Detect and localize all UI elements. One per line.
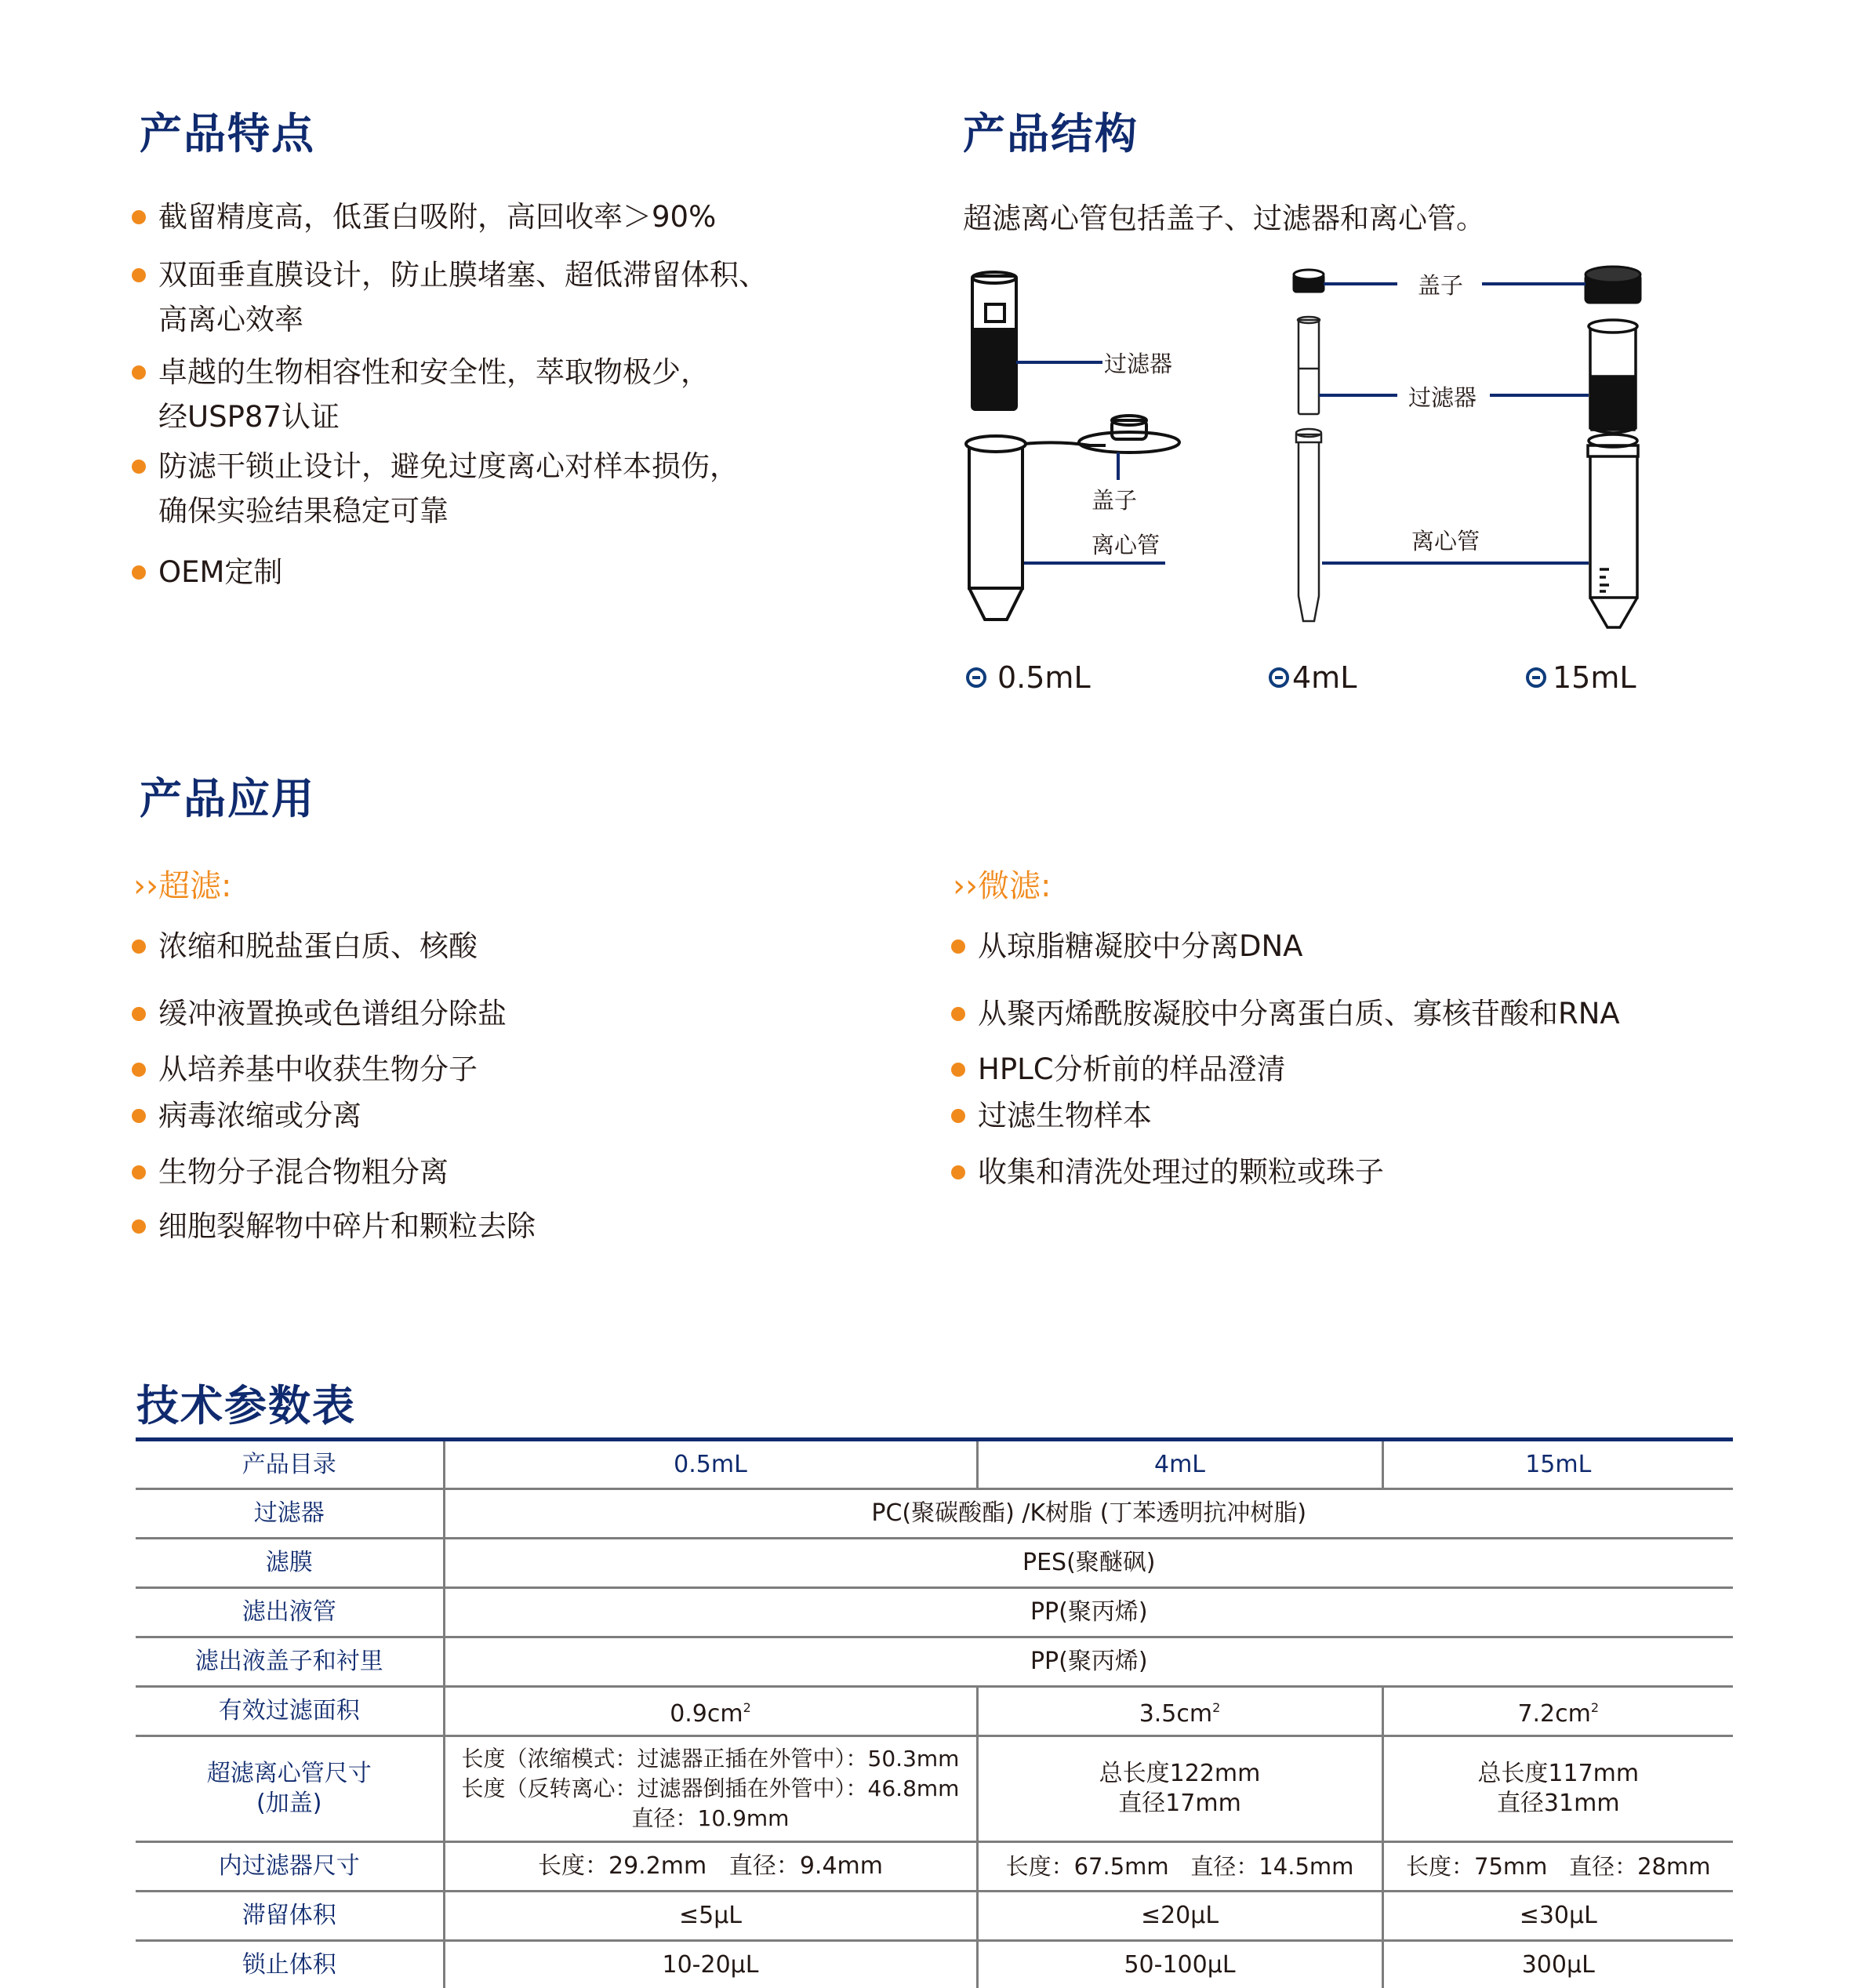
filter-4ml-icon xyxy=(1298,317,1320,414)
volume-4ml: 4mL xyxy=(1269,660,1357,695)
filter-05-icon xyxy=(972,272,1016,409)
header-col-05ml: 0.5mL xyxy=(444,1440,977,1489)
volume-05ml: 0.5mL xyxy=(966,660,1091,695)
row-label: 内过滤器尺寸 xyxy=(136,1842,444,1892)
microfiltration-heading: ››微滤: xyxy=(953,868,1052,904)
header-col-4ml: 4mL xyxy=(977,1440,1382,1489)
tube-05-icon xyxy=(966,416,1179,620)
table-header-row xyxy=(136,1440,1733,1489)
spec-table-title: 技术参数表 xyxy=(136,1381,356,1430)
row-value: ≤30μL xyxy=(1382,1892,1733,1941)
table-row xyxy=(136,1588,1733,1637)
microfiltration-item: 从琼脂糖凝胶中分离DNA xyxy=(951,924,1302,969)
feature-item: 双面垂直膜设计，防止膜堵塞、超低滞留体积、 高离心效率 xyxy=(132,253,768,342)
row-value: $0.9cm^2$ xyxy=(444,1687,977,1736)
row-value: 长度（浓缩模式：过滤器正插在外管中）：50.3mm 长度（反转离心：过滤器倒插在外管中）：46.8mm 直径：10.9mm xyxy=(444,1736,977,1842)
cap-4ml-icon xyxy=(1294,270,1324,292)
microfiltration-item: 从聚丙烯酰胺凝胶中分离蛋白质、寡核苷酸和RNA xyxy=(951,991,1620,1036)
ultrafiltration-item: 病毒浓缩或分离 xyxy=(132,1093,361,1138)
bullet-dot-icon xyxy=(132,460,146,474)
tube-illustration xyxy=(949,259,1694,635)
microfiltration-item: 过滤生物样本 xyxy=(951,1093,1152,1138)
structure-description: 超滤离心管包括盖子、过滤器和离心管。 xyxy=(963,202,1485,235)
ultrafiltration-item: 浓缩和脱盐蛋白质、核酸 xyxy=(132,924,478,969)
bullet-dot-icon xyxy=(951,1165,965,1179)
feature-item: 防滤干锁止设计，避免过度离心对样本损伤， 确保实验结果稳定可靠 xyxy=(132,444,739,533)
tube-05-label: 离心管 xyxy=(1092,528,1160,560)
bullet-dot-icon xyxy=(132,1007,146,1021)
structure-title: 产品结构 xyxy=(963,109,1139,158)
row-value: 长度：67.5mm 直径：14.5mm xyxy=(977,1842,1382,1892)
feature-item: 卓越的生物相容性和安全性，萃取物极少， 经USP87认证 xyxy=(132,350,710,439)
cap-05-label: 盖子 xyxy=(1092,483,1137,515)
row-value: 50-100μL xyxy=(977,1941,1382,1988)
table-row xyxy=(136,1736,1733,1842)
row-value: PP(聚丙烯) xyxy=(444,1637,1733,1687)
cap-shared-label: 盖子 xyxy=(1418,268,1463,300)
bullet-dot-icon xyxy=(132,268,146,282)
row-value: 总长度122mm 直径17mm xyxy=(977,1736,1382,1842)
features-title: 产品特点 xyxy=(140,109,315,158)
filter-15ml-icon xyxy=(1589,320,1637,433)
bullet-dot-icon xyxy=(132,1063,146,1077)
applications-title: 产品应用 xyxy=(140,774,315,823)
ultrafiltration-item: 生物分子混合物粗分离 xyxy=(132,1150,449,1194)
row-label: 有效过滤面积 xyxy=(136,1687,444,1736)
row-value: $7.2cm^2$ xyxy=(1382,1687,1733,1736)
bullet-dot-icon xyxy=(132,1109,146,1123)
row-label: 过滤器 xyxy=(136,1489,444,1539)
table-row xyxy=(136,1687,1733,1736)
bullet-dot-icon xyxy=(132,1165,146,1179)
volume-15ml: 15mL xyxy=(1526,660,1636,695)
row-label: 超滤离心管尺寸 (加盖) xyxy=(136,1736,444,1842)
bullet-dot-icon xyxy=(951,1063,965,1077)
row-value: 10-20μL xyxy=(444,1941,977,1988)
header-col-15ml: 15mL xyxy=(1382,1440,1733,1489)
bullet-dot-icon xyxy=(132,1219,146,1234)
table-row xyxy=(136,1941,1733,1988)
feature-item: OEM定制 xyxy=(132,550,282,594)
minus-circle-icon xyxy=(966,667,986,688)
ultrafiltration-heading: ››超滤: xyxy=(133,868,232,904)
microfiltration-item: HPLC分析前的样品澄清 xyxy=(951,1047,1286,1092)
bullet-dot-icon xyxy=(132,565,146,580)
row-value: PP(聚丙烯) xyxy=(444,1588,1733,1637)
row-value: 长度：75mm 直径：28mm xyxy=(1382,1842,1733,1892)
bullet-dot-icon xyxy=(132,365,146,380)
table-row xyxy=(136,1539,1733,1588)
row-value: 长度：29.2mm 直径：9.4mm xyxy=(444,1842,977,1892)
row-value: ≤5μL xyxy=(444,1892,977,1941)
row-value: ≤20μL xyxy=(977,1892,1382,1941)
bullet-dot-icon xyxy=(951,939,965,954)
row-label: 滤出液盖子和衬里 xyxy=(136,1637,444,1687)
ultrafiltration-item: 从培养基中收获生物分子 xyxy=(132,1047,478,1092)
microfiltration-item: 收集和清洗处理过的颗粒或珠子 xyxy=(951,1150,1384,1194)
row-value: $3.5cm^2$ xyxy=(977,1687,1382,1736)
tube-4ml-icon xyxy=(1296,429,1321,621)
row-value: 300μL xyxy=(1382,1941,1733,1988)
filter-05-label: 过滤器 xyxy=(1104,347,1172,379)
row-label: 锁止体积 xyxy=(136,1941,444,1988)
row-value: PC(聚碳酸酯) /K树脂 (丁苯透明抗冲树脂) xyxy=(444,1489,1733,1539)
row-label: 滞留体积 xyxy=(136,1892,444,1941)
bullet-dot-icon xyxy=(951,1109,965,1123)
feature-item: 截留精度高，低蛋白吸附，高回收率＞90% xyxy=(132,194,716,239)
bullet-dot-icon xyxy=(132,939,146,954)
minus-circle-icon xyxy=(1269,667,1289,688)
bullet-dot-icon xyxy=(132,210,146,224)
table-row xyxy=(136,1489,1733,1539)
table-row xyxy=(136,1842,1733,1892)
header-label: 产品目录 xyxy=(136,1440,444,1489)
tube-shared-label: 离心管 xyxy=(1411,524,1480,556)
row-label: 滤出液管 xyxy=(136,1588,444,1637)
row-label: 滤膜 xyxy=(136,1539,444,1588)
table-row xyxy=(136,1637,1733,1687)
row-value: PES(聚醚砜) xyxy=(444,1539,1733,1588)
spec-table xyxy=(136,1437,1733,1988)
row-value: 总长度117mm 直径31mm xyxy=(1382,1736,1733,1842)
ultrafiltration-item: 缓冲液置换或色谱组分除盐 xyxy=(132,991,507,1036)
structure-diagram xyxy=(949,259,1694,635)
filter-shared-label: 过滤器 xyxy=(1408,380,1477,413)
bullet-dot-icon xyxy=(951,1007,965,1021)
tube-15ml-icon xyxy=(1588,434,1638,627)
ultrafiltration-item: 细胞裂解物中碎片和颗粒去除 xyxy=(132,1204,536,1248)
table-row xyxy=(136,1892,1733,1941)
cap-15ml-icon xyxy=(1585,267,1640,303)
minus-circle-icon xyxy=(1526,667,1546,688)
